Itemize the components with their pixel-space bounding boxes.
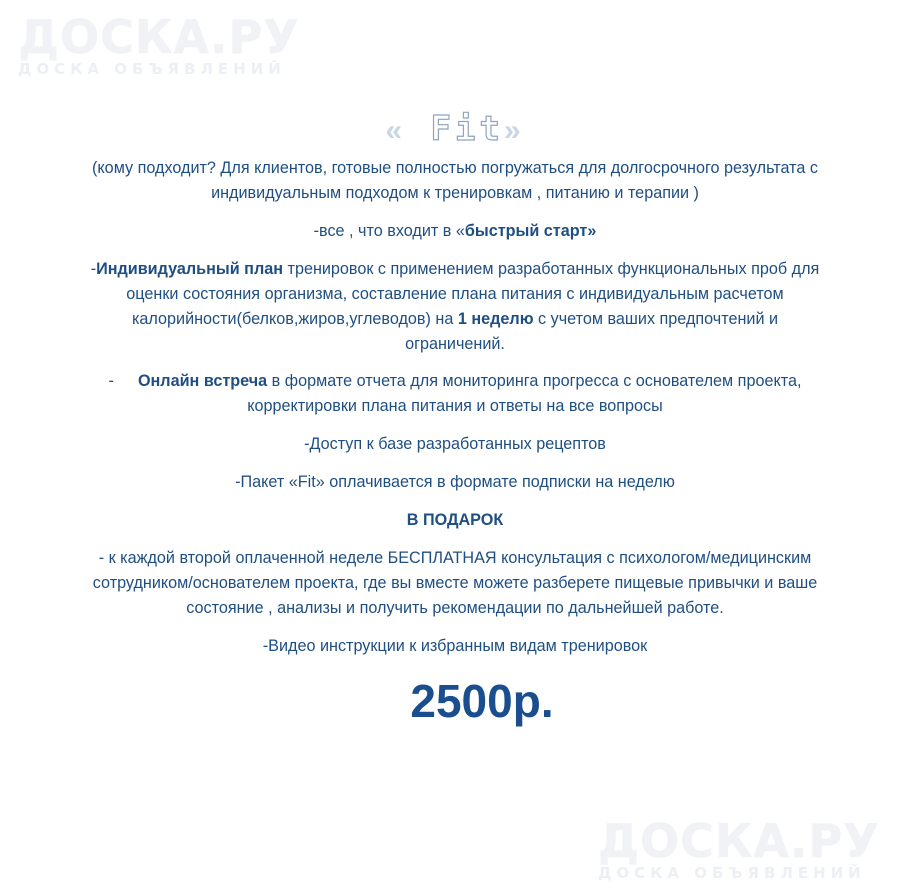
watermark-bottom [598, 814, 880, 882]
online-paragraph [90, 369, 820, 419]
package-line: -Пакет «Fit» оплачивается в формате подписки на неделю [235, 473, 675, 491]
online-bold: Онлайн встреча [137, 372, 268, 390]
plan-text-1: тренировок с применением разработанных функциональных проб для оценки состояния организма, составление плана питания с индивидуальным расчетом калорийности(белков,жиров,углеводов) на [126, 260, 820, 328]
includes-line [0, 219, 910, 244]
gift-paragraph: - к каждой второй оплаченной неделе БЕСПЛАТНАЯ консультация с психологом/медицинским сотрудником/основателем проекта, где вы вместе можете разберете пищевые привычки и ваше состояние , анализы и получить рекомендации по дальнейшей работе. [92, 549, 818, 617]
intro-text: (кому подходит? Для клиентов, готовые полностью погружаться для долгосрочного результата с индивидуальным подходом к тренировкам , питанию и терапии ) [92, 159, 818, 202]
watermark-logo: ДОСКА.РУ [18, 10, 300, 64]
online-dash: - [108, 372, 114, 390]
offer-card [0, 108, 910, 729]
plan-bold-week: 1 неделю [457, 310, 534, 328]
video-line: -Видео инструкции к избранным видам тренировок [262, 637, 648, 655]
watermark-tagline: ДОСКА ОБЪЯВЛЕНИЙ [18, 60, 286, 78]
recipes-line: -Доступ к базе разработанных рецептов [304, 435, 606, 453]
title-close-quote: » [503, 114, 525, 147]
title-text: Fit [430, 109, 504, 149]
package-title [0, 108, 910, 152]
online-text: в формате отчета для мониторинга прогресса с основателем проекта, корректировки плана питания и ответы на все вопросы [247, 372, 802, 415]
plan-dash: - [90, 260, 97, 278]
plan-paragraph [85, 257, 825, 357]
gift-heading: В ПОДАРОК [406, 511, 504, 529]
plan-bold-title: Индивидуальный план [96, 260, 284, 278]
watermark-top [18, 10, 300, 78]
title-open-quote: « [385, 114, 407, 147]
includes-bold: быстрый старт» [464, 222, 597, 240]
watermark-tagline: ДОСКА ОБЪЯВЛЕНИЙ [598, 864, 866, 882]
plan-text-2: с учетом ваших предпочтений и ограничений. [405, 310, 779, 353]
includes-prefix: -все , что входит в « [313, 222, 465, 240]
price: 2500р. [410, 675, 554, 727]
watermark-logo: ДОСКА.РУ [598, 814, 880, 868]
